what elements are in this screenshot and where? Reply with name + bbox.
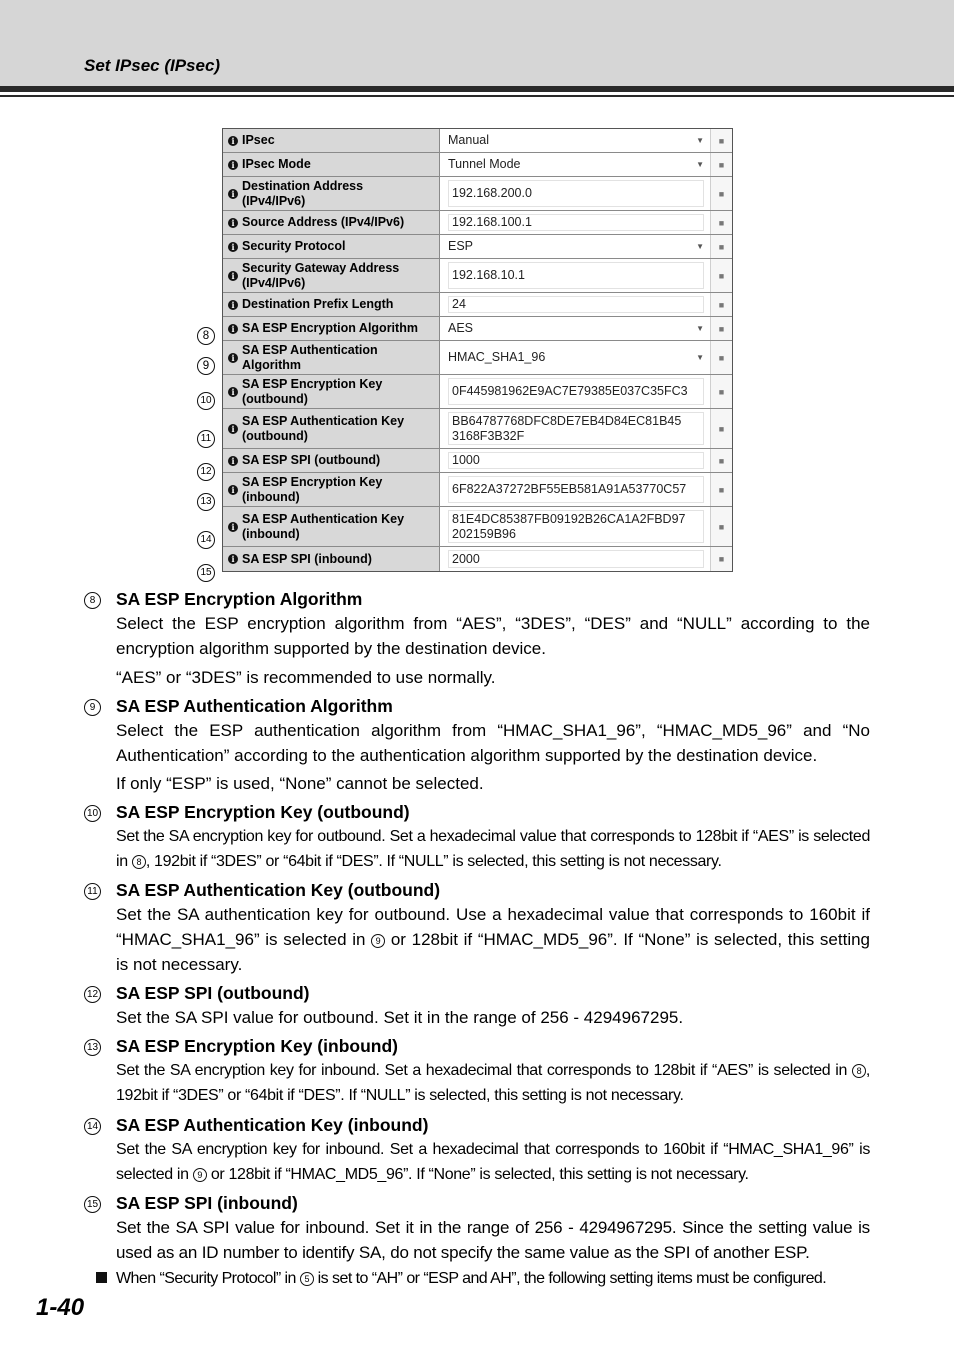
section-number: 10 [84,805,101,822]
section-number: 12 [84,986,101,1003]
setting-label [223,259,440,292]
setting-value: Manual [448,133,489,147]
setting-button-icon[interactable]: ■ [710,507,732,546]
setting-button-icon[interactable]: ■ [710,409,732,448]
settings-row [223,507,732,547]
setting-button-icon[interactable]: ■ [710,211,732,234]
setting-label-text: SA ESP Encryption Key (outbound) [242,376,383,406]
info-icon[interactable]: i [228,189,238,199]
setting-value: 6F822A37272BF55EB581A91A53770C57 [452,482,687,496]
setting-select[interactable] [440,341,710,374]
text-field[interactable] [448,550,704,568]
text-field[interactable] [448,262,704,289]
settings-row [223,259,732,293]
row-marker-number: 12 [197,463,215,481]
ref-number: 5 [300,1272,314,1286]
setting-button-icon[interactable]: ■ [710,129,732,152]
info-icon[interactable]: i [228,522,238,532]
setting-button-icon[interactable]: ■ [710,473,732,506]
settings-row [223,375,732,409]
info-icon[interactable]: i [228,554,238,564]
chevron-down-icon[interactable]: ▼ [696,242,704,251]
setting-label [223,317,440,340]
section-title: SA ESP Authentication Key (inbound) [116,1115,429,1135]
setting-input[interactable] [440,177,710,210]
setting-button-icon[interactable]: ■ [710,153,732,176]
setting-label-text: Destination Prefix Length [242,297,394,311]
setting-select[interactable] [440,129,710,152]
setting-label-text: IPsec Mode [242,157,311,171]
row-marker-number: 13 [197,493,215,511]
setting-value: 2000 [452,551,480,566]
settings-row [223,129,732,153]
section-body: Set the SA SPI value for outbound. Set it in the range of 256 - 4294967295. [116,1008,684,1027]
setting-label-text: SA ESP Encryption Algorithm [242,321,418,335]
settings-row [223,211,732,235]
setting-value: AES [448,321,474,335]
setting-value: 24 [452,297,466,311]
header-rule [0,86,954,92]
setting-label [223,507,440,546]
setting-select[interactable] [440,235,710,258]
section-extra: If only “ESP” is used, “None” cannot be selected. [116,774,484,793]
row-marker-number: 9 [197,357,215,375]
setting-label-text: SA ESP Authentication Key (inbound) [242,511,405,541]
setting-select[interactable] [440,317,710,340]
settings-row [223,177,732,211]
text-field[interactable] [448,510,704,543]
setting-label [223,409,440,448]
setting-value: BB64787768DFC8DE7EB4D84EC81B45 3168F3B32F [452,413,682,443]
setting-select[interactable] [440,153,710,176]
setting-button-icon[interactable]: ■ [710,449,732,472]
section-body: Set the SA encryption key for outbound. Set a hexadecimal value that corresponds to 128bit if “AES” is selected in 8 , 192bit if “3DES” or “64bit if “DES”. If “NULL” is selected, this setting is not necessary. [116,828,870,870]
chevron-down-icon[interactable]: ▼ [696,324,704,333]
setting-label [223,293,440,316]
setting-value: 0F445981962E9AC7E79385E037C35FC3 [452,384,688,398]
setting-label [223,473,440,506]
chevron-down-icon[interactable]: ▼ [696,136,704,145]
section-body: Select the ESP authentication algorithm from “HMAC_SHA1_96”, “HMAC_MD5_96” and “No Authentication” according to the authentication algorithm supported by the destination device. [116,721,870,765]
section-body: Set the SA encryption key for inbound. Set a hexadecimal that corresponds to 160bit if “HMAC_SHA1_96” is selected in 9 or 128bit if “HMAC_MD5_96”. If “None” is selected, this setting is not necessary. [116,1141,870,1183]
setting-label-text: SA ESP SPI (outbound) [242,453,381,467]
setting-label-text: SA ESP Encryption Key (inbound) [242,474,383,504]
row-marker-number: 14 [197,531,215,549]
setting-input[interactable] [440,259,710,292]
text-field[interactable] [448,296,704,313]
setting-button-icon[interactable]: ■ [710,547,732,571]
info-icon[interactable]: i [228,242,238,252]
setting-label-text: SA ESP Authentication Key (outbound) [242,413,405,443]
row-marker-number: 15 [197,564,215,582]
text-field[interactable] [448,476,704,503]
setting-button-icon[interactable]: ■ [710,177,732,210]
settings-row [223,293,732,317]
setting-value: 1000 [452,453,480,467]
settings-row [223,473,732,507]
settings-row [223,235,732,259]
section-title: SA ESP Encryption Key (outbound) [116,802,410,822]
bullet-square-icon [96,1272,107,1283]
setting-label [223,129,440,152]
setting-label [223,177,440,210]
page-header-title: Set IPsec (IPsec) [84,56,221,75]
setting-button-icon[interactable]: ■ [710,341,732,374]
text-field[interactable] [448,180,704,207]
setting-label-text: Security Gateway Address (IPv4/IPv6) [242,260,400,290]
text-field[interactable] [448,412,704,445]
text-field[interactable] [448,214,704,231]
setting-label [223,235,440,258]
setting-value: Tunnel Mode [448,157,521,171]
row-marker-number: 11 [197,430,215,448]
header-rule-thin [0,95,954,97]
setting-input[interactable] [440,507,710,546]
section-body: Set the SA SPI value for inbound. Set it in the range of 256 - 4294967295. Since the setting value is used as an ID number to identify SA, do not specify the same value as the SPI of another ESP. [116,1218,870,1262]
setting-label [223,211,440,234]
section-number: 11 [84,883,101,900]
info-icon[interactable]: i [228,424,238,434]
setting-button-icon[interactable]: ■ [710,375,732,408]
setting-input[interactable] [440,293,710,316]
ref-number: 9 [371,934,385,948]
setting-label [223,449,440,472]
setting-value: 81E4DC85387FB09192B26CA1A2FBD97 202159B96 [452,511,686,541]
info-icon[interactable]: i [228,271,238,281]
settings-row [223,547,732,571]
setting-label [223,547,440,571]
setting-value: 192.168.100.1 [452,215,532,229]
setting-button-icon[interactable]: ■ [710,317,732,340]
setting-value: 192.168.10.1 [452,268,525,282]
setting-label [223,375,440,408]
section-title: SA ESP Encryption Algorithm [116,589,363,609]
setting-button-icon[interactable]: ■ [710,235,732,258]
setting-input[interactable] [440,211,710,234]
setting-button-icon[interactable]: ■ [710,259,732,292]
setting-label-text: Security Protocol [242,239,346,253]
info-icon[interactable]: i [228,324,238,334]
ref-number: 8 [132,855,146,869]
info-icon[interactable]: i [228,485,238,495]
section-title: SA ESP Encryption Key (inbound) [116,1036,398,1056]
section-title: SA ESP Authentication Key (outbound) [116,880,441,900]
settings-row [223,317,732,341]
setting-label-text: Source Address (IPv4/IPv6) [242,215,405,229]
setting-value: ESP [448,239,474,253]
info-icon[interactable]: i [228,353,238,363]
info-icon[interactable]: i [228,387,238,397]
setting-input[interactable] [440,409,710,448]
text-field[interactable] [448,452,704,469]
setting-input[interactable] [440,547,710,571]
section-title: SA ESP Authentication Algorithm [116,696,393,716]
row-marker-number: 8 [197,327,215,345]
setting-value: HMAC_SHA1_96 [448,350,546,364]
setting-label [223,153,440,176]
section-number: 13 [84,1039,101,1056]
section-title: SA ESP SPI (inbound) [116,1193,298,1213]
setting-input[interactable] [440,473,710,506]
section-body: Select the ESP encryption algorithm from “AES”, “3DES”, “DES” and “NULL” according to the encryption algorithm supported by the destination device. [116,614,870,658]
note: When “Security Protocol” in 5 is set to “AH” or “ESP and AH”, the following setting items must be configured. [96,1270,826,1288]
ref-number: 8 [852,1064,866,1078]
section-title: SA ESP SPI (outbound) [116,983,310,1003]
section-number: 15 [84,1196,101,1213]
setting-button-icon[interactable]: ■ [710,293,732,316]
ref-number: 9 [193,1168,207,1182]
settings-row [223,153,732,177]
text-field[interactable] [448,378,704,405]
info-icon[interactable]: i [228,218,238,228]
section-number: 9 [84,699,101,716]
setting-input[interactable] [440,375,710,408]
page-number: 1-40 [36,1294,85,1321]
section-number: 8 [84,592,101,609]
info-icon[interactable]: i [228,136,238,146]
setting-label-text: SA ESP SPI (inbound) [242,551,372,566]
section-body: Set the SA encryption key for inbound. Set a hexadecimal that corresponds to 128bit if “AES” is selected in 8 , 192bit if “3DES” or “64bit if “DES”. If “NULL” is selected, this setting is not necessary. [116,1062,870,1104]
section-number: 14 [84,1118,101,1135]
chevron-down-icon[interactable]: ▼ [696,160,704,169]
settings-row [223,409,732,449]
row-marker-number: 10 [197,392,215,410]
ipsec-settings-screenshot [222,128,733,572]
chevron-down-icon[interactable]: ▼ [696,353,704,362]
section-body: Set the SA authentication key for outbound. Use a hexadecimal value that corresponds to 160bit if “HMAC_SHA1_96” is selected in 9 or 128bit if “HMAC_MD5_96”. If “None” is selected, this setting is not necessary. [116,905,871,974]
settings-row [223,341,732,375]
settings-row [223,449,732,473]
setting-label [223,341,440,374]
setting-value: 192.168.200.0 [452,186,532,200]
info-icon[interactable]: i [228,456,238,466]
setting-input[interactable] [440,449,710,472]
info-icon[interactable]: i [228,160,238,170]
setting-label-text: SA ESP Authentication Algorithm [242,342,378,372]
info-icon[interactable]: i [228,300,238,310]
section-extra: “AES” or “3DES” is recommended to use normally. [116,668,496,687]
setting-label-text: Destination Address (IPv4/IPv6) [242,178,364,208]
setting-label-text: IPsec [242,133,275,147]
